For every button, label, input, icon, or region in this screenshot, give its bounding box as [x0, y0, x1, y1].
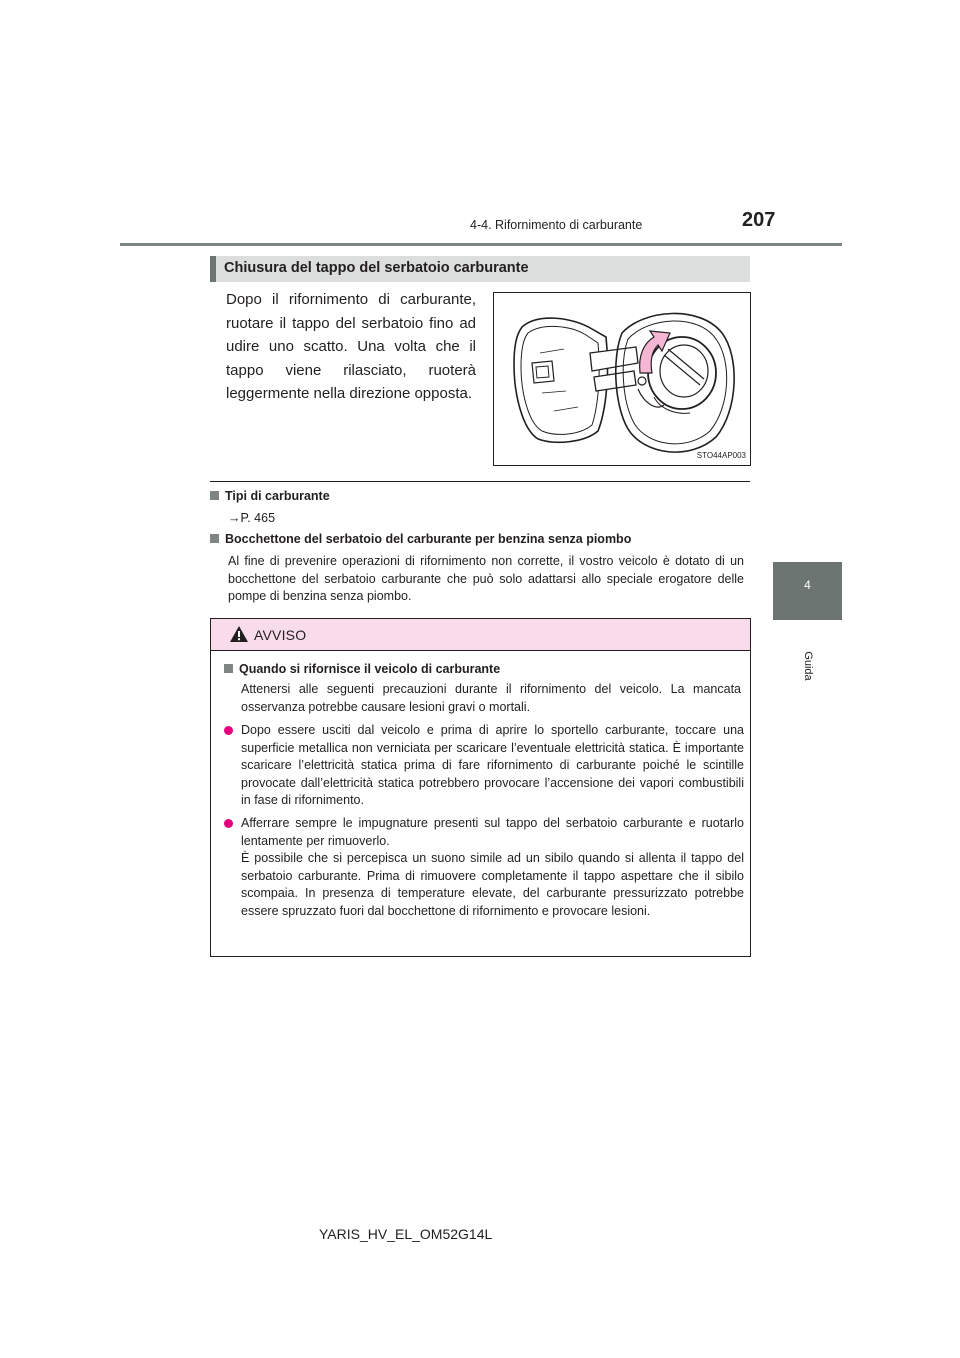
square-bullet-icon: [210, 491, 219, 500]
note-heading-filler-neck: [210, 532, 631, 546]
round-bullet-icon: [224, 819, 233, 828]
square-bullet-icon: [224, 664, 233, 673]
page-number: 207: [742, 209, 776, 231]
warning-bullet-text: Afferrare sempre le impugnature presenti sul tappo del serbatoio carburante e ruotarlo lentamente per rimuoverlo. È possibile che si percepisca un suono simile ad un sibilo quando si allenta il tappo del serbatoio carburante. Prima di rimuovere completamente il tappo aspettare che il sibilo scompaia. In presenza di temperature elevate, del carburante pressurizzato potrebbe essere spruzzato fuori dal bocchettone di rifornimento e provocare lesioni.: [241, 816, 744, 918]
figure-code: STO44AP003: [696, 451, 746, 460]
warning-heading: [224, 662, 500, 676]
section-divider: [210, 481, 750, 482]
intro-paragraph: Dopo il rifornimento di carburante, ruotare il tappo del serbatoio fino ad udire uno scatto. Una volta che il tappo viene rilasciato, ruoterà leggermente nella direzione opposta.: [226, 291, 476, 402]
warning-title: AVVISO: [254, 627, 307, 643]
warning-box: [210, 618, 751, 957]
section-title: Chiusura del tappo del serbatoio carburante: [224, 260, 529, 276]
warning-bullet-static: [224, 722, 744, 810]
warning-bullet-text: Dopo essere usciti dal veicolo e prima di aprire lo sportello carburante, toccare una superficie metallica non verniciata per scaricare l’eventuale elettricità statica. È importante scaricare l’elettricità statica prima di fare rifornimento di carburante poiché le scintille provocate dall’elettricità statica potrebbero provocare l’accensione dei vapori combustibili in fase di rifornimento.: [241, 723, 744, 807]
page-reference-link[interactable]: →P. 465: [228, 511, 276, 525]
round-bullet-icon: [224, 726, 233, 735]
note-heading-text: Bocchettone del serbatoio del carburante per benzina senza piombo: [225, 532, 632, 546]
section-heading-accent: [210, 256, 216, 282]
note-body-filler-neck: Al fine di prevenire operazioni di rifornimento non corrette, il vostro veicolo è dotato di un bocchettone del serbatoio carburante che può solo adattarsi allo speciale erogatore delle pompe di benzina senza piombo.: [228, 554, 744, 603]
fuel-cap-illustration: [493, 292, 751, 466]
square-bullet-icon: [210, 534, 219, 543]
header-rule: [120, 243, 842, 246]
warning-heading-text: Quando si rifornisce il veicolo di carburante: [239, 662, 501, 676]
warning-header: [211, 619, 750, 651]
warning-bullet-cap: [224, 815, 744, 920]
section-heading-bar: [210, 256, 750, 282]
note-heading-text: Tipi di carburante: [225, 489, 330, 503]
document-code: YARIS_HV_EL_OM52G14L: [319, 1226, 493, 1242]
warning-triangle-icon: [229, 625, 249, 643]
chapter-label: Guida: [802, 651, 814, 681]
chapter-tab: [773, 562, 842, 620]
running-header-section: 4-4. Rifornimento di carburante: [470, 218, 643, 232]
fuel-door-drawing: [494, 293, 750, 465]
chapter-label-container: [798, 640, 818, 700]
warning-intro: Attenersi alle seguenti precauzioni durante il rifornimento del veicolo. La mancata osservanza potrebbe causare lesioni gravi o mortali.: [241, 682, 741, 714]
chapter-number: 4: [804, 578, 811, 592]
note-heading-fuel-types: [210, 489, 330, 503]
